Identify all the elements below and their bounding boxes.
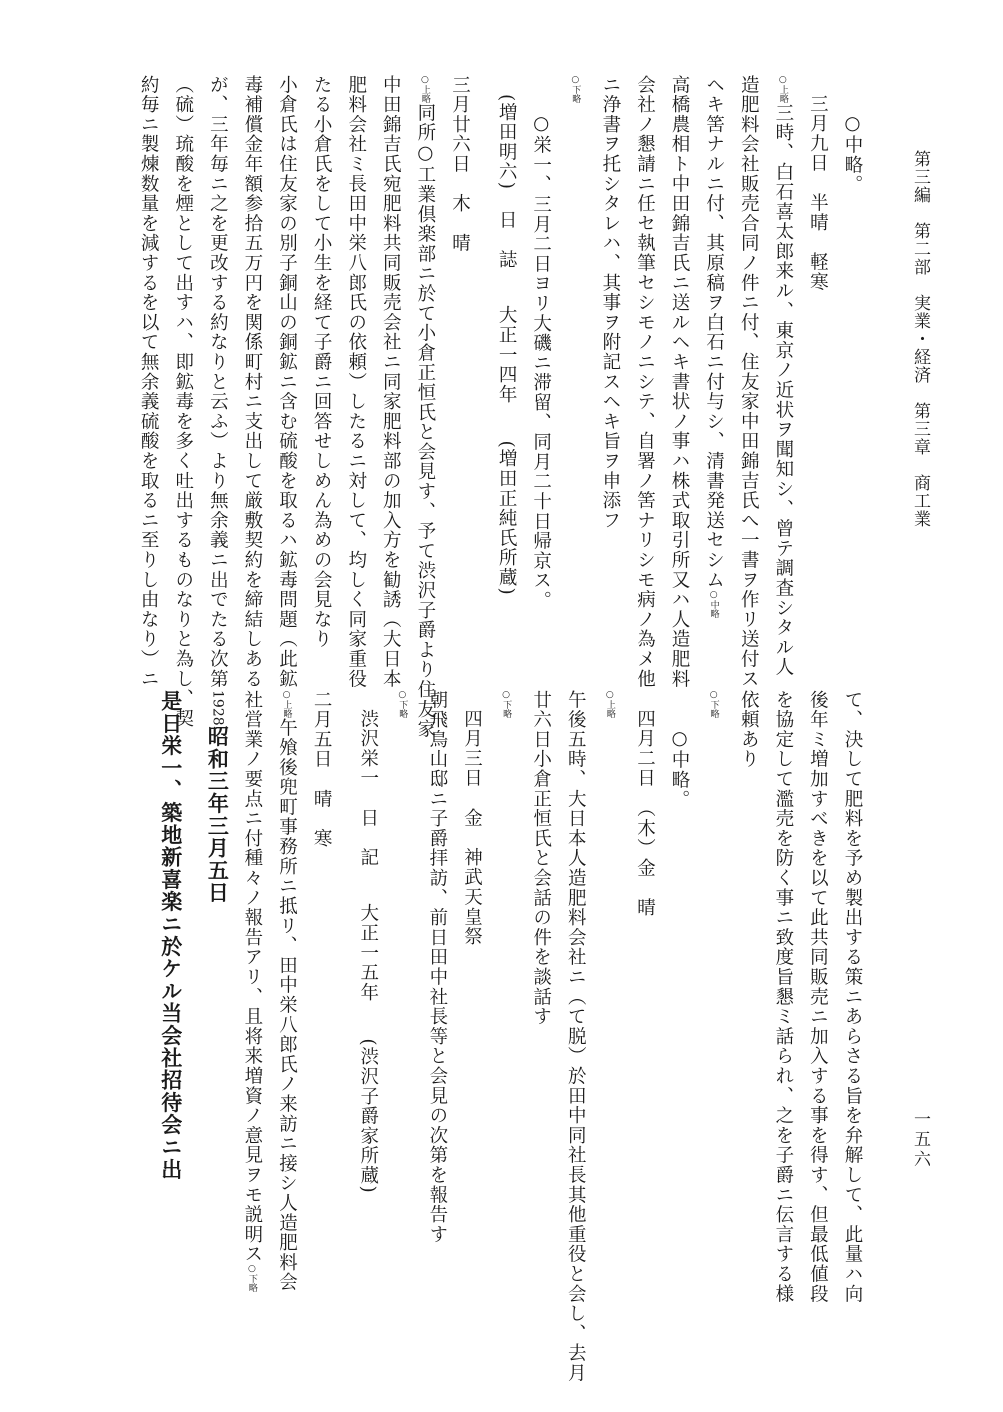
text-line: 依頼あり [738, 690, 760, 770]
text-line [696, 690, 731, 1330]
text-line: たる小倉氏をして小生を経て子爵ニ回答せしめん為めの会見なり [311, 75, 333, 650]
text-line: 朝飛鳥山邸ニ子爵拝訪、前日田中社長等と会見の次第を報告す [426, 690, 448, 1245]
text-line: ○上略同所○工業倶楽部ニ於て小倉正恒氏と会見す、予て渋沢子爵より住友家 [414, 75, 436, 740]
source-title-line: (増田明六) 日 誌大正一四年(増田正純氏所蔵) [496, 94, 518, 597]
text-line: 廿六日小倉正恒氏と会話の件を談話す [530, 690, 552, 1027]
chapter-label: 第三章 商工業 [910, 402, 930, 528]
text-line: を協定して濫売を防く事ニ致度旨懇ミ話られ、之を子爵ニ伝言する様 [772, 690, 794, 1304]
text-line: 約毎ニ製煉数量を減するを以て無余義硫酸を取るニ至りし由なり）ニ [138, 75, 160, 689]
text-line: ニ浄書ヲ托シタレハ、其事ヲ附記スヘキ旨ヲ申添フ [599, 75, 621, 531]
abbrev-note: ○中略 [708, 589, 719, 618]
date-heading: 1928昭和三年三月五日 [205, 690, 231, 905]
part-label: 第三編 [910, 150, 930, 204]
text-line [488, 690, 523, 1330]
text-line: 小倉氏は住友家の別子銅山の銅鉱ニ含む硫酸を取るハ鉱毒問題（此鉱 [276, 75, 298, 689]
text-line: て、決して肥料を予め製出する策ニあらさる旨を弁解して、此量ハ向 [842, 690, 863, 1304]
text-line: 四月二日 （木）金 晴 [634, 709, 656, 918]
text-line: 毒補償金年額参拾五万円を関係町村ニ支出して厳敷契約を締結しある [241, 75, 263, 689]
text-line: ○栄一、三月二日ヨリ大磯ニ滞留、同月二十日帰京ス。 [530, 113, 552, 611]
lower-text-block [153, 690, 869, 1383]
text-line: 午後五時、大日本人造肥料会社ニ（て脱）於田中同社長其他重役と会し、去月 [565, 690, 587, 1383]
text-line: 三月廿六日 木 晴 [449, 75, 471, 254]
abbrev-note: ○下略 [246, 1264, 257, 1293]
text-line: ○中略。 [669, 728, 691, 810]
page-number: 一五六 [910, 1110, 930, 1170]
abbrev-note: ○上略 [281, 690, 292, 718]
section-label: 第二部 実業・経済 [910, 222, 930, 384]
text-line: 造肥料会社販売合同ノ件ニ付、住友家中田錦吉氏へ一書ヲ作リ送付ス [738, 75, 760, 689]
text-line: ヘキ筈ナルニ付、其原稿ヲ白石ニ付与シ、清書発送セシム○中略 [703, 75, 725, 618]
abbrev-note: ○下略 [501, 690, 512, 718]
text-line: 中田錦吉氏宛肥料共同販売会社ニ同家肥料部の加入方を勧誘（大日本 [380, 75, 402, 689]
abbrev-note: ○上略 [419, 75, 430, 103]
text-line: 四月三日 金 神武天皇祭 [461, 709, 483, 947]
text-line: 二月五日 晴 寒 [311, 690, 333, 849]
text-line: （硫）琉酸を煙として出すハ、即鉱毒を多く吐出するものなりと為し、契 [172, 75, 194, 729]
text-line: ○上略三時、白石喜太郎来ル、東京ノ近状ヲ聞知シ、曾テ調査シタル人 [772, 75, 794, 678]
text-line: ○中略。 [842, 113, 863, 195]
text-line: 会社ノ懇請ニ任セ執筆セシモノニシテ、自署ノ筈ナリシモ病ノ為メ他 [634, 75, 656, 689]
text-line: 社営業ノ要点ニ付種々ノ報告アリ、且将来増資ノ意見ヲモ説明ス○下略 [241, 690, 263, 1293]
abbrev-note: ○上略 [777, 75, 788, 103]
entry-heading: 是日栄一、築地新喜楽ニ於ケル当会社招待会ニ出 [158, 690, 184, 1181]
running-header [908, 150, 933, 620]
text-line [385, 690, 420, 1330]
text-line [558, 75, 593, 655]
abbrev-note: ○下略 [397, 690, 408, 718]
text-line: 三月九日 半晴 軽寒 [807, 94, 829, 292]
text-line: が、三年毎ニ之を更改する約なりと云ふ）より無余義ニ出でたる次第 [207, 75, 229, 689]
text-line [592, 690, 627, 1330]
abbrev-note: ○下略 [708, 690, 719, 718]
abbrev-note: ○下略 [570, 75, 581, 103]
abbrev-note: ○上略 [604, 690, 615, 718]
text-line: ○上略午飧後兜町事務所ニ抵リ、田中栄八郎氏ノ来訪ニ接シ人造肥料会 [276, 690, 298, 1293]
western-year: 1928 [209, 690, 226, 726]
text-line: 高橋農相ト中田錦吉氏ニ送ルヘキ書状ノ事ハ株式取引所又ハ人造肥料 [669, 75, 691, 689]
text-line: 肥料会社ミ長田中栄八郎氏の依頼）したるニ対して、均しく同家重役 [345, 75, 367, 689]
text-line: 後年ミ増加すべきを以て此共同販売ニ加入する事を得す、但最低値段 [807, 690, 829, 1304]
source-title-line: 渋沢栄一 日 記大正一五年(渋沢子爵家所蔵) [357, 709, 379, 1195]
